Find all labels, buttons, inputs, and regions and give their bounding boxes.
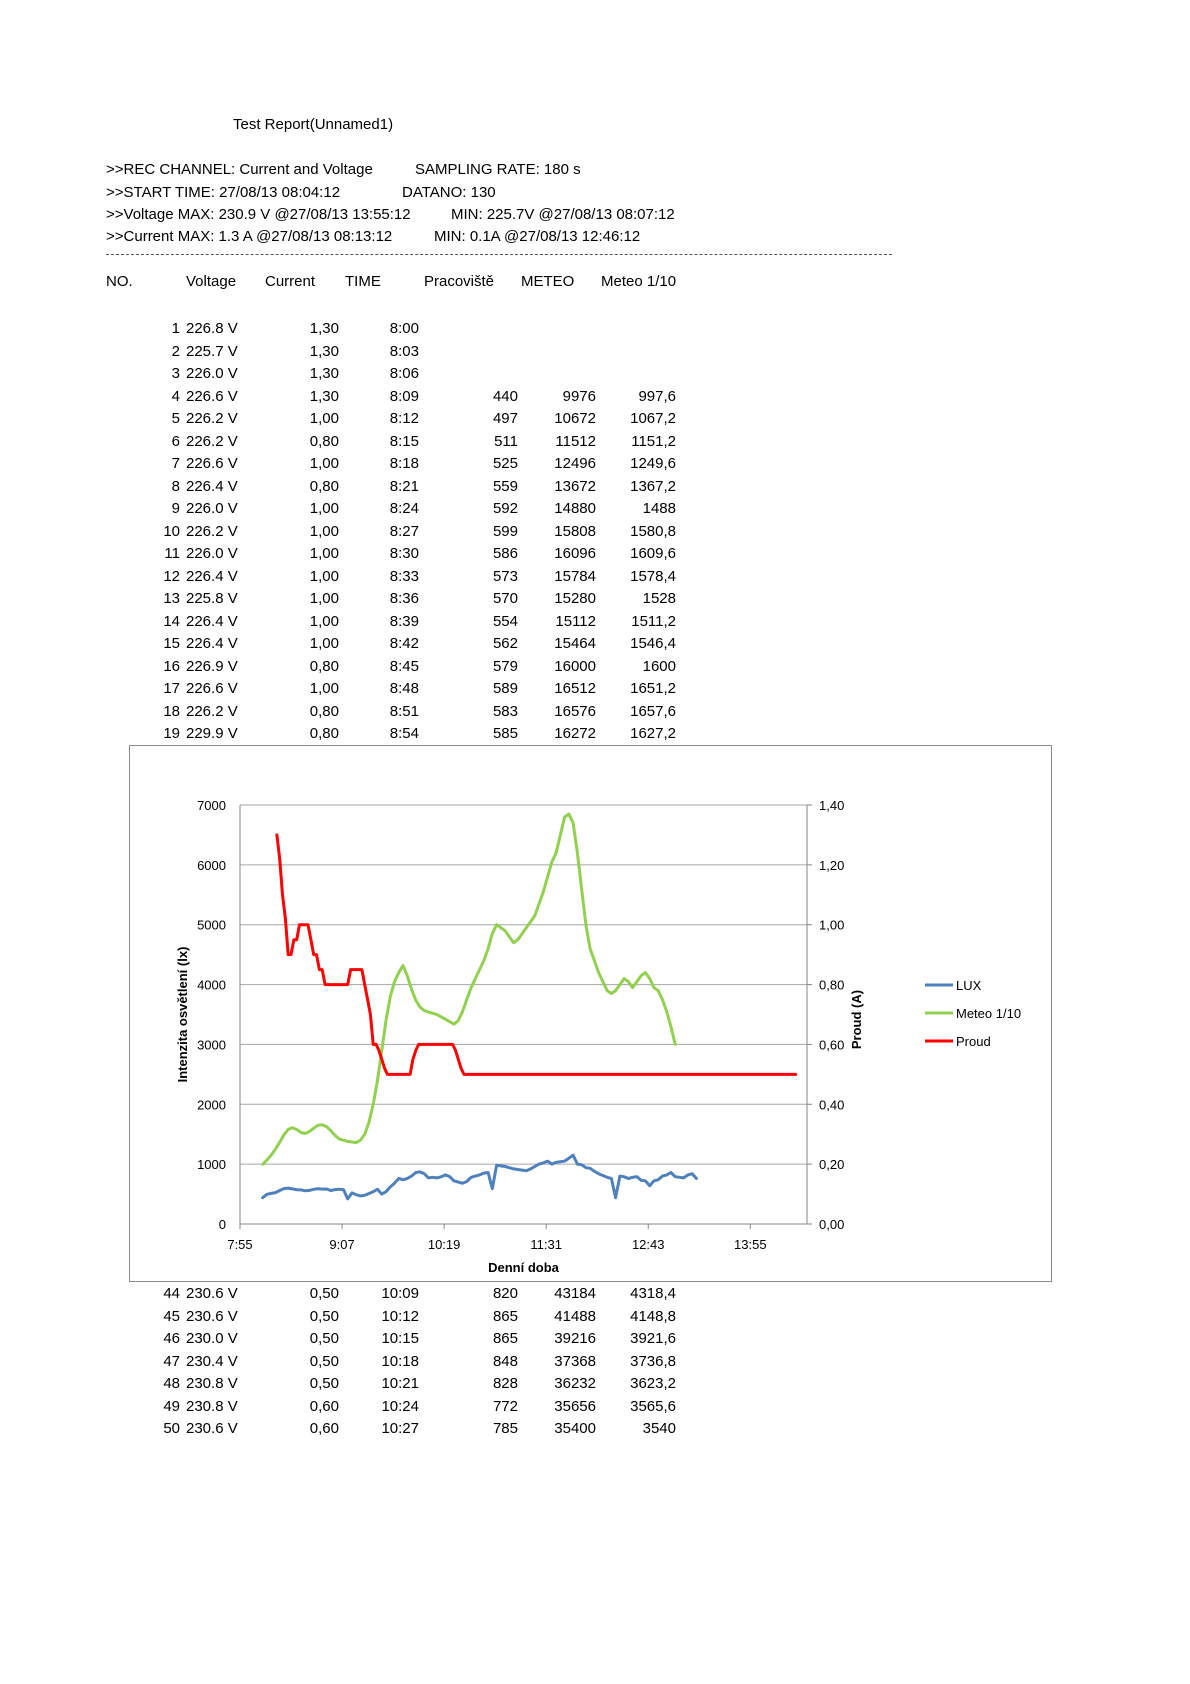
cell-voltage: 230.8 V xyxy=(186,1397,238,1415)
cell-time: 8:48 xyxy=(389,680,419,697)
cell-meteo10: 1249,6 xyxy=(630,455,676,472)
cell-pracoviste: 820 xyxy=(492,1285,518,1302)
table-row xyxy=(0,363,1190,385)
cell-voltage: 230.0 V xyxy=(186,1330,238,1347)
cell-meteo: 16512 xyxy=(554,680,596,697)
cell-voltage: 229.9 V xyxy=(186,725,238,742)
x-tick-label: 13:55 xyxy=(734,1237,767,1252)
y2-axis-title: Proud (A) xyxy=(849,989,864,1050)
cell-meteo10: 3623,2 xyxy=(630,1375,676,1392)
cell-time: 8:45 xyxy=(389,657,419,675)
cell-voltage: 225.8 V xyxy=(186,590,238,607)
table-row xyxy=(0,498,1190,520)
voltage-min: MIN: 225.7V @27/08/13 08:07:12 xyxy=(451,206,675,223)
cell-voltage: 230.6 V xyxy=(186,1307,238,1325)
chart-svg xyxy=(130,746,1051,1281)
cell-current: 1,00 xyxy=(309,410,339,427)
cell-voltage: 226.9 V xyxy=(186,657,238,675)
cell-current: 1,00 xyxy=(309,635,339,652)
cell-meteo10: 3736,8 xyxy=(630,1352,676,1370)
report-title: Test Report(Unnamed1) xyxy=(233,116,394,133)
y-tick-label: 1000 xyxy=(197,1157,226,1173)
cell-current: 1,30 xyxy=(309,387,339,405)
x-axis-title: Denní doba xyxy=(488,1260,559,1275)
table-row xyxy=(0,611,1190,633)
header-meteo10: Meteo 1/10 xyxy=(601,273,677,290)
cell-voltage: 226.2 V xyxy=(186,432,238,450)
cell-no: 50 xyxy=(163,1420,180,1437)
cell-meteo: 11512 xyxy=(555,432,596,450)
cell-no: 7 xyxy=(171,455,180,472)
legend-label: LUX xyxy=(956,978,982,993)
cell-time: 10:24 xyxy=(381,1397,419,1415)
cell-no: 18 xyxy=(163,702,180,720)
cell-current: 1,00 xyxy=(309,567,339,585)
cell-meteo: 43184 xyxy=(554,1285,596,1302)
cell-no: 6 xyxy=(171,432,180,450)
cell-no: 8 xyxy=(171,477,180,495)
cell-meteo: 41488 xyxy=(554,1307,596,1325)
cell-voltage: 226.2 V xyxy=(186,522,238,540)
cell-time: 10:12 xyxy=(381,1307,419,1325)
cell-current: 1,00 xyxy=(309,522,339,540)
cell-meteo10: 997,6 xyxy=(638,387,676,405)
y-tick-label: 0 xyxy=(218,1217,226,1232)
table-row xyxy=(0,1351,1190,1373)
y2-tick-label: 1,40 xyxy=(819,798,845,813)
table-row xyxy=(0,476,1190,498)
table-row xyxy=(0,1396,1190,1418)
table-row xyxy=(0,678,1190,700)
cell-no: 5 xyxy=(171,410,180,427)
cell-voltage: 230.6 V xyxy=(186,1285,238,1302)
cell-time: 8:36 xyxy=(389,590,419,607)
cell-pracoviste: 554 xyxy=(492,612,518,630)
table-row xyxy=(0,386,1190,408)
cell-pracoviste: 497 xyxy=(492,410,518,427)
cell-voltage: 230.4 V xyxy=(186,1352,238,1370)
cell-time: 10:15 xyxy=(381,1330,419,1347)
cell-meteo10: 3921,6 xyxy=(630,1330,676,1347)
cell-current: 1,00 xyxy=(309,500,339,517)
cell-meteo: 35656 xyxy=(554,1397,596,1415)
cell-voltage: 226.2 V xyxy=(186,410,238,427)
current-min: MIN: 0.1A @27/08/13 12:46:12 xyxy=(434,228,641,245)
y-tick-label: 5000 xyxy=(197,917,226,933)
cell-meteo: 10672 xyxy=(554,410,596,427)
x-tick-label: 10:19 xyxy=(427,1237,461,1252)
y2-tick-label: 0,60 xyxy=(819,1037,845,1053)
cell-pracoviste: 848 xyxy=(492,1352,518,1370)
cell-time: 8:00 xyxy=(389,320,419,337)
cell-pracoviste: 586 xyxy=(492,545,518,562)
cell-meteo10: 1580,8 xyxy=(630,522,676,540)
cell-meteo: 16096 xyxy=(554,545,596,562)
cell-no: 15 xyxy=(163,635,180,652)
y2-tick-label: 0,80 xyxy=(819,977,845,993)
cell-no: 14 xyxy=(163,612,180,630)
header-time: TIME xyxy=(345,273,381,290)
cell-meteo10: 1627,2 xyxy=(630,725,676,742)
cell-meteo: 16272 xyxy=(554,725,596,742)
cell-pracoviste: 865 xyxy=(492,1330,518,1347)
table-row xyxy=(0,656,1190,678)
cell-current: 1,00 xyxy=(309,680,339,697)
cell-voltage: 226.0 V xyxy=(186,545,238,562)
cell-current: 0,60 xyxy=(309,1420,339,1437)
cell-no: 4 xyxy=(171,387,180,405)
y2-tick-label: 1,20 xyxy=(819,857,845,873)
cell-voltage: 226.6 V xyxy=(186,387,238,405)
legend-label: Proud xyxy=(956,1034,991,1049)
current-max: >>Current MAX: 1.3 A @27/08/13 08:13:12 xyxy=(106,228,393,245)
cell-meteo10: 1488 xyxy=(642,500,676,517)
table-row xyxy=(0,1283,1190,1305)
cell-meteo: 15112 xyxy=(555,612,596,630)
cell-no: 12 xyxy=(163,567,180,585)
cell-time: 8:03 xyxy=(389,342,419,360)
cell-meteo: 12496 xyxy=(554,455,596,472)
cell-voltage: 226.4 V xyxy=(186,635,238,652)
cell-time: 8:33 xyxy=(389,567,419,585)
cell-current: 1,00 xyxy=(309,612,339,630)
cell-voltage: 226.4 V xyxy=(186,477,238,495)
table-row xyxy=(0,453,1190,475)
series-line-lux xyxy=(263,1155,697,1199)
cell-no: 48 xyxy=(163,1375,180,1392)
cell-meteo: 14880 xyxy=(554,500,596,517)
cell-no: 46 xyxy=(163,1330,180,1347)
table-row xyxy=(0,318,1190,340)
cell-current: 0,50 xyxy=(309,1352,339,1370)
table-row xyxy=(0,341,1190,363)
cell-pracoviste: 570 xyxy=(492,590,518,607)
header-no: NO. xyxy=(106,273,133,290)
cell-time: 10:18 xyxy=(381,1352,419,1370)
cell-no: 17 xyxy=(163,680,180,697)
cell-voltage: 226.4 V xyxy=(186,567,238,585)
cell-meteo10: 4318,4 xyxy=(630,1285,676,1302)
chart xyxy=(129,745,1052,1282)
table-row xyxy=(0,543,1190,565)
cell-no: 13 xyxy=(163,590,180,607)
series-line-proud xyxy=(277,835,796,1075)
table-row xyxy=(0,521,1190,543)
cell-meteo10: 1067,2 xyxy=(630,410,676,427)
table-row xyxy=(0,701,1190,723)
cell-current: 0,50 xyxy=(309,1307,339,1325)
cell-no: 2 xyxy=(171,342,180,360)
x-tick-label: 12:43 xyxy=(631,1237,665,1252)
x-tick-label: 7:55 xyxy=(227,1237,253,1252)
cell-time: 8:39 xyxy=(389,612,419,630)
cell-voltage: 226.8 V xyxy=(186,320,238,337)
cell-voltage: 226.6 V xyxy=(186,455,238,472)
y-axis-title: Intenzita osvětlení (lx) xyxy=(175,946,190,1083)
cell-pracoviste: 559 xyxy=(492,477,518,495)
cell-time: 8:30 xyxy=(389,545,419,562)
cell-pracoviste: 785 xyxy=(492,1420,518,1437)
cell-time: 8:54 xyxy=(389,725,419,742)
cell-pracoviste: 579 xyxy=(492,657,518,675)
table-row xyxy=(0,431,1190,453)
cell-meteo: 9976 xyxy=(562,387,596,405)
cell-meteo: 36232 xyxy=(554,1375,596,1392)
cell-time: 8:24 xyxy=(389,500,419,517)
cell-meteo10: 3565,6 xyxy=(630,1397,676,1415)
cell-pracoviste: 589 xyxy=(492,680,518,697)
cell-current: 0,80 xyxy=(309,725,339,742)
y-tick-label: 7000 xyxy=(197,798,226,813)
cell-meteo10: 1546,4 xyxy=(630,635,676,652)
cell-time: 8:51 xyxy=(389,702,419,720)
y2-tick-label: 0,00 xyxy=(819,1217,845,1232)
cell-pracoviste: 440 xyxy=(492,387,518,405)
cell-current: 0,50 xyxy=(309,1375,339,1392)
x-tick-label: 9:07 xyxy=(329,1237,355,1252)
y-tick-label: 3000 xyxy=(197,1037,226,1053)
cell-time: 8:15 xyxy=(389,432,419,450)
y2-tick-label: 1,00 xyxy=(819,917,845,933)
cell-meteo10: 3540 xyxy=(642,1420,676,1437)
cell-pracoviste: 599 xyxy=(492,522,518,540)
table-row xyxy=(0,408,1190,430)
cell-no: 44 xyxy=(163,1285,180,1302)
cell-time: 10:09 xyxy=(381,1285,419,1302)
cell-voltage: 226.2 V xyxy=(186,702,238,720)
cell-pracoviste: 865 xyxy=(492,1307,518,1325)
cell-pracoviste: 511 xyxy=(494,432,518,450)
rec-channel: >>REC CHANNEL: Current and Voltage xyxy=(106,161,373,178)
cell-current: 0,80 xyxy=(309,432,339,450)
cell-meteo10: 1651,2 xyxy=(630,680,676,697)
cell-voltage: 226.6 V xyxy=(186,680,238,697)
cell-meteo: 16576 xyxy=(554,702,596,720)
cell-current: 0,80 xyxy=(309,477,339,495)
cell-meteo: 37368 xyxy=(554,1352,596,1370)
y-tick-label: 2000 xyxy=(197,1097,226,1113)
cell-voltage: 226.0 V xyxy=(186,500,238,517)
cell-pracoviste: 828 xyxy=(492,1375,518,1392)
cell-meteo: 15280 xyxy=(554,590,596,607)
y-tick-label: 6000 xyxy=(197,857,226,873)
cell-no: 19 xyxy=(163,725,180,742)
table-row xyxy=(0,566,1190,588)
cell-no: 3 xyxy=(171,365,180,382)
cell-current: 1,00 xyxy=(309,545,339,562)
cell-voltage: 225.7 V xyxy=(186,342,238,360)
cell-meteo10: 1511,2 xyxy=(631,612,676,630)
cell-meteo: 15808 xyxy=(554,522,596,540)
cell-pracoviste: 525 xyxy=(492,455,518,472)
legend-label: Meteo 1/10 xyxy=(956,1006,1022,1021)
cell-time: 8:09 xyxy=(389,387,419,405)
table-row xyxy=(0,1328,1190,1350)
cell-time: 10:21 xyxy=(381,1375,419,1392)
cell-no: 9 xyxy=(171,500,180,517)
datano: DATANO: 130 xyxy=(402,184,496,201)
cell-meteo10: 1657,6 xyxy=(630,702,676,720)
table-row xyxy=(0,1418,1190,1440)
cell-voltage: 230.8 V xyxy=(186,1375,238,1392)
header-current: Current xyxy=(265,273,316,290)
y2-tick-label: 0,40 xyxy=(819,1097,845,1113)
cell-time: 8:21 xyxy=(389,477,419,495)
cell-no: 49 xyxy=(163,1397,180,1415)
cell-meteo10: 1367,2 xyxy=(630,477,676,495)
cell-current: 1,30 xyxy=(309,320,339,337)
cell-time: 8:12 xyxy=(389,410,419,427)
cell-no: 45 xyxy=(163,1307,180,1325)
cell-pracoviste: 562 xyxy=(492,635,518,652)
start-time: >>START TIME: 27/08/13 08:04:12 xyxy=(106,184,341,201)
table-row xyxy=(0,588,1190,610)
table-row xyxy=(0,723,1190,745)
cell-meteo10: 1578,4 xyxy=(630,567,676,585)
cell-current: 0,50 xyxy=(309,1285,339,1302)
cell-pracoviste: 573 xyxy=(492,567,518,585)
cell-current: 0,60 xyxy=(309,1397,339,1415)
sampling-rate: SAMPLING RATE: 180 s xyxy=(415,161,581,178)
cell-pracoviste: 592 xyxy=(492,500,518,517)
y2-tick-label: 0,20 xyxy=(819,1157,845,1173)
cell-current: 1,30 xyxy=(309,342,339,360)
separator-line xyxy=(106,254,892,255)
cell-current: 0,80 xyxy=(309,657,339,675)
cell-no: 11 xyxy=(164,545,180,562)
cell-no: 10 xyxy=(163,522,180,540)
series-line-meteo-1-10 xyxy=(263,814,676,1164)
x-tick-label: 11:31 xyxy=(530,1237,562,1252)
header-voltage: Voltage xyxy=(186,273,237,290)
cell-meteo: 15464 xyxy=(554,635,596,652)
cell-meteo: 35400 xyxy=(554,1420,596,1437)
table-row xyxy=(0,1373,1190,1395)
cell-meteo10: 1609,6 xyxy=(630,545,676,562)
cell-current: 0,80 xyxy=(309,702,339,720)
cell-meteo10: 1151,2 xyxy=(631,432,676,450)
cell-time: 8:27 xyxy=(389,522,419,540)
cell-time: 10:27 xyxy=(381,1420,419,1437)
cell-voltage: 230.6 V xyxy=(186,1420,238,1437)
header-pracoviste: Pracoviště xyxy=(424,273,495,290)
y-tick-label: 4000 xyxy=(197,977,226,993)
cell-meteo: 39216 xyxy=(554,1330,596,1347)
cell-voltage: 226.4 V xyxy=(186,612,238,630)
cell-time: 8:18 xyxy=(389,455,419,472)
header-meteo: METEO xyxy=(521,273,575,290)
cell-current: 1,00 xyxy=(309,590,339,607)
cell-meteo10: 1600 xyxy=(642,657,676,675)
table-row xyxy=(0,633,1190,655)
cell-current: 0,50 xyxy=(309,1330,339,1347)
cell-time: 8:06 xyxy=(389,365,419,382)
cell-no: 1 xyxy=(171,320,180,337)
cell-voltage: 226.0 V xyxy=(186,365,238,382)
cell-pracoviste: 585 xyxy=(492,725,518,742)
cell-meteo10: 1528 xyxy=(642,590,676,607)
cell-meteo: 13672 xyxy=(554,477,596,495)
cell-meteo: 16000 xyxy=(554,657,596,675)
cell-no: 16 xyxy=(163,657,180,675)
cell-current: 1,30 xyxy=(309,365,339,382)
cell-no: 47 xyxy=(163,1352,180,1370)
cell-meteo: 15784 xyxy=(554,567,596,585)
cell-pracoviste: 772 xyxy=(492,1397,518,1415)
table-row xyxy=(0,1306,1190,1328)
cell-time: 8:42 xyxy=(389,635,419,652)
cell-current: 1,00 xyxy=(309,455,339,472)
cell-meteo10: 4148,8 xyxy=(630,1307,676,1325)
cell-pracoviste: 583 xyxy=(492,702,518,720)
voltage-max: >>Voltage MAX: 230.9 V @27/08/13 13:55:12 xyxy=(106,206,411,223)
